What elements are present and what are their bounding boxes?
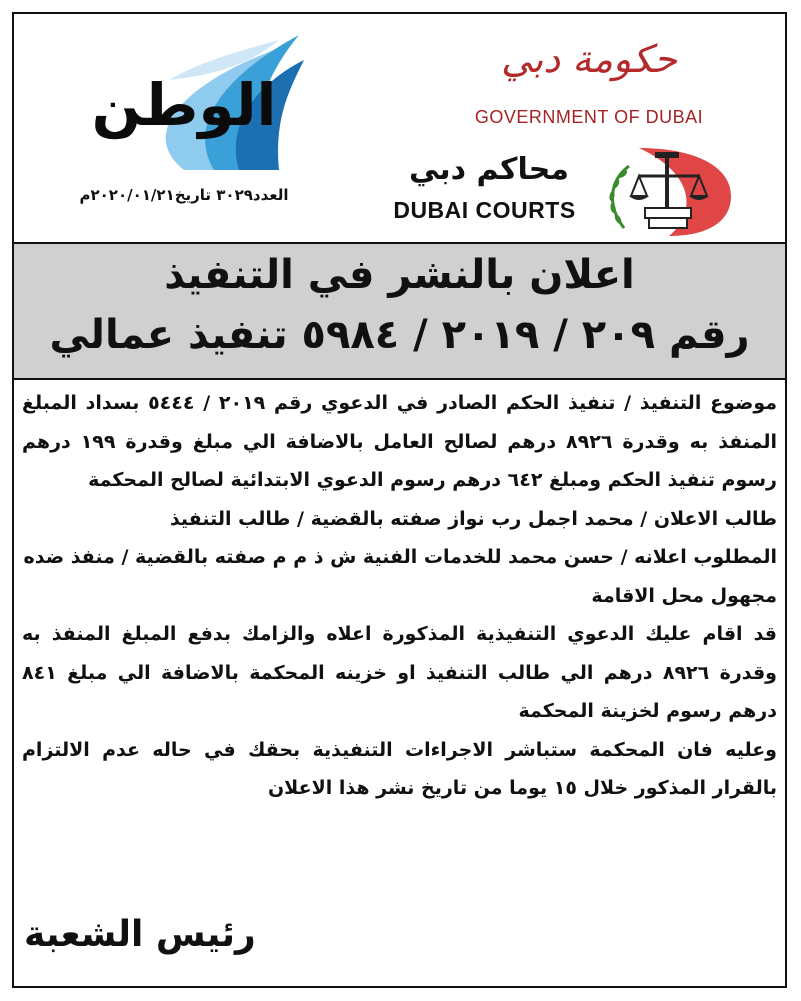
respondent-paragraph: المطلوب اعلانه / حسن محمد للخدمات الفنية ش ذ م م صفته بالقضية / منفذ ضده: [23, 546, 777, 568]
notice-header: [14, 14, 785, 239]
signature-line: رئيس الشعبة: [24, 914, 256, 955]
execution-subject-paragraph: موضوع التنفيذ / تنفيذ الحكم الصادر في الدعوي رقم ٢٠١٩ / ٥٤٤٤ بسداد المبلغ المنفذ به وقدرة ٨٩٢٦ درهم لصالح العامل بالاضافة الي مبلغ وقدرة ١٩٩ درهم رسوم تنفيذ الحكم ومبلغ ٦٤٢ درهم رسوم الدعوي الابتدائية لصالح المحكمة: [22, 392, 778, 491]
newspaper-logo: الوطن: [91, 71, 277, 139]
dubai-courts-emblem-icon: [599, 146, 734, 238]
courts-arabic-name: محاكم دبي: [409, 152, 569, 187]
government-english-name: GOVERNMENT OF DUBAI: [474, 107, 704, 127]
title-band: [14, 242, 785, 380]
case-number-title: رقم ٢٠٩ / ٢٠١٩ / ٥٩٨٤ تنفيذ عمالي: [49, 312, 750, 358]
government-arabic-logo: حكومة دبي: [500, 37, 678, 81]
obligation-paragraph: قد اقام عليك الدعوي التنفيذية المذكورة اعلاه والزامك بدفع المبلغ المنفذ به وقدرة ٨٩٢٦ درهم الي طالب التنفيذ او خزينه المحكمة بالاضافة الي مبلغ ٨٤١ درهم رسوم لخزينة المحكمة: [22, 623, 777, 722]
notice-title: اعلان بالنشر في التنفيذ: [164, 252, 635, 298]
applicant-paragraph: طالب الاعلان / محمد اجمل رب نواز صفته بالقضية / طالب التنفيذ: [169, 507, 777, 530]
notice-body: [22, 384, 777, 808]
issue-date-line: العدد٣٠٢٩ تاريخ٢٠٢٠/٠١/٢١م: [79, 186, 289, 204]
consequence-paragraph: وعليه فان المحكمة ستباشر الاجراءات التنفيذية بحقك في حاله عدم الالتزام بالقرار المذكور خلال ١٥ يوما من تاريخ نشر هذا الاعلان: [22, 738, 777, 799]
notice-frame: [12, 12, 787, 988]
unknown-address-paragraph: مجهول محل الاقامة: [591, 584, 777, 607]
courts-english-name: DUBAI COURTS: [393, 197, 576, 223]
